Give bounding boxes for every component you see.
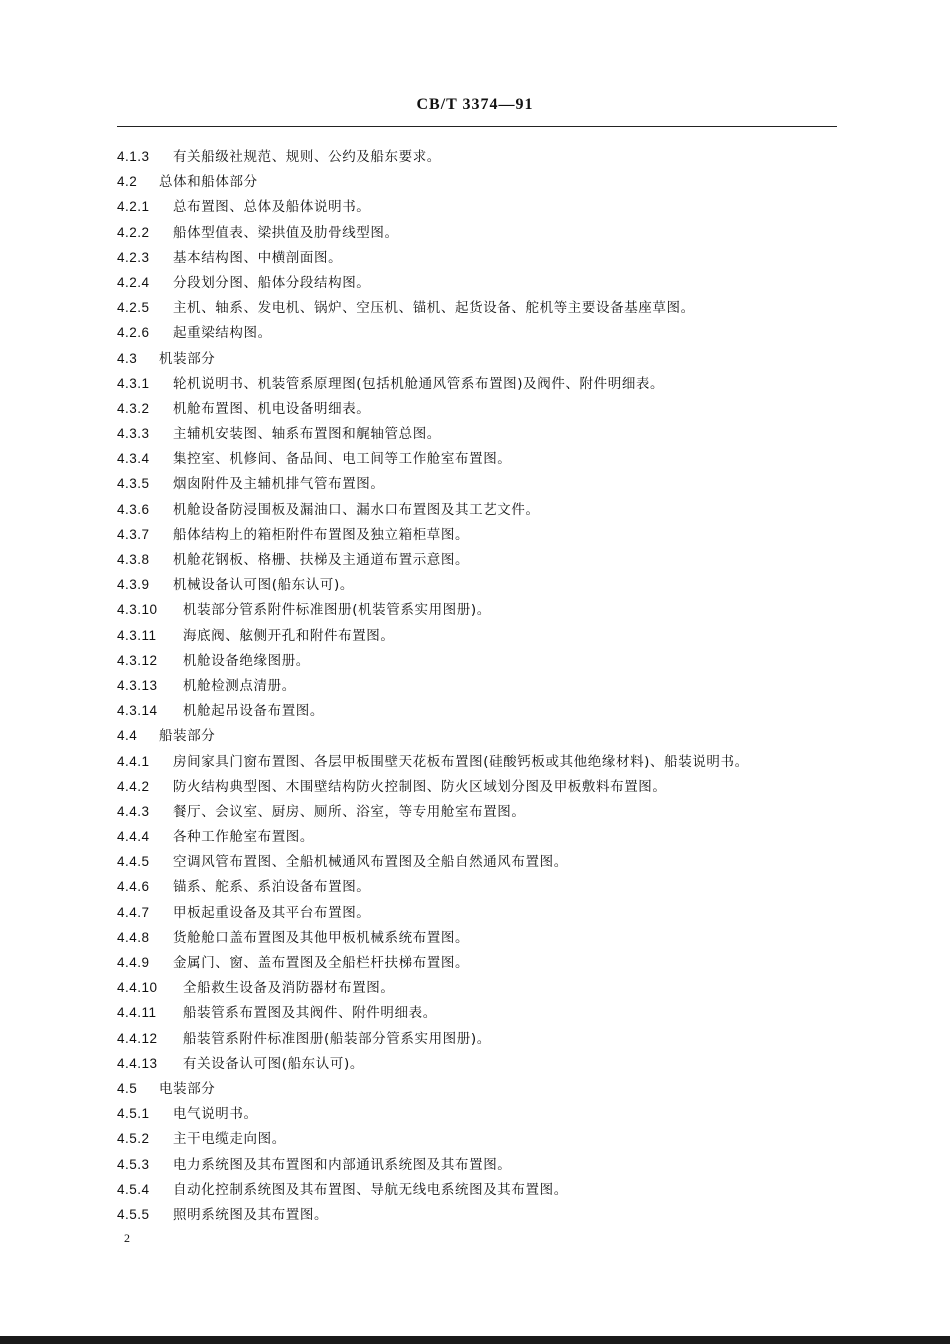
item-number: 4.4 — [117, 728, 138, 744]
header-divider — [117, 126, 837, 127]
list-item — [117, 623, 857, 648]
item-text: 烟囱附件及主辅机排气管布置图。 — [173, 476, 385, 493]
list-item — [117, 975, 857, 1000]
list-item — [117, 245, 857, 270]
section-heading: 电装部分 — [159, 1080, 216, 1097]
item-number: 4.5 — [117, 1080, 138, 1096]
list-item — [117, 547, 857, 572]
item-text: 电力系统图及其布置图和内部通讯系统图及其布置图。 — [173, 1156, 512, 1173]
item-text: 机舱检测点清册。 — [183, 677, 296, 694]
item-text: 机舱设备防浸围板及漏油口、漏水口布置图及其工艺文件。 — [173, 501, 540, 518]
item-text: 照明系统图及其布置图。 — [173, 1206, 329, 1223]
item-text: 防火结构典型图、木围壁结构防火控制图、防火区域划分图及甲板敷料布置图。 — [173, 778, 667, 795]
item-text: 有关设备认可图(船东认可)。 — [183, 1055, 364, 1072]
list-item — [117, 396, 857, 421]
document-header: CB/T 3374—91 — [416, 96, 534, 113]
list-item — [117, 446, 857, 471]
item-number: 4.4.8 — [117, 929, 150, 945]
item-number: 4.4.11 — [117, 1005, 157, 1021]
item-text: 总布置图、总体及船体说明书。 — [173, 199, 371, 216]
list-item — [117, 1177, 857, 1202]
item-number: 4.1.3 — [117, 149, 150, 164]
list-item — [117, 874, 857, 899]
item-number: 4.4.12 — [117, 1030, 158, 1046]
list-item — [117, 673, 857, 698]
item-number: 4.4.2 — [117, 778, 150, 794]
item-text: 主辅机安装图、轴系布置图和艉轴管总图。 — [173, 426, 441, 443]
item-number: 4.2.3 — [117, 249, 150, 265]
list-item — [117, 1000, 857, 1025]
item-number: 4.3.3 — [117, 426, 150, 442]
list-item — [117, 648, 857, 673]
item-text: 全船救生设备及消防器材布置图。 — [183, 980, 395, 997]
item-text: 主机、轴系、发电机、锅炉、空压机、锚机、起货设备、舵机等主要设备基座草图。 — [173, 300, 695, 317]
list-item — [117, 1026, 857, 1051]
item-text: 船装管系布置图及其阀件、附件明细表。 — [183, 1005, 437, 1022]
list-item — [117, 1101, 857, 1126]
item-number: 4.3.4 — [117, 451, 150, 467]
list-item — [117, 421, 857, 446]
item-text: 机舱起吊设备布置图。 — [183, 703, 324, 720]
list-item — [117, 1051, 857, 1076]
list-item — [117, 950, 857, 975]
list-item — [117, 1076, 857, 1101]
list-item — [117, 320, 857, 345]
item-number: 4.5.4 — [117, 1181, 150, 1197]
item-text: 机舱设备绝缘图册。 — [183, 652, 310, 669]
section-heading: 机装部分 — [159, 350, 216, 367]
item-text: 机舱花钢板、格栅、扶梯及主通道布置示意图。 — [173, 552, 470, 568]
list-item — [117, 295, 857, 320]
item-number: 4.4.1 — [117, 753, 150, 769]
item-number: 4.4.3 — [117, 803, 150, 819]
item-text: 轮机说明书、机装管系原理图(包括机舱通风管系布置图)及阀件、附件明细表。 — [173, 375, 665, 392]
item-number: 4.2.1 — [117, 199, 150, 215]
item-text: 有关船级社规范、规则、公约及船东要求。 — [173, 149, 441, 165]
item-text: 基本结构图、中横剖面图。 — [173, 249, 343, 266]
item-number: 4.3.11 — [117, 627, 157, 643]
item-number: 4.5.5 — [117, 1206, 150, 1222]
item-number: 4.3.1 — [117, 375, 150, 391]
list-item — [117, 1202, 857, 1227]
item-number: 4.3.5 — [117, 476, 150, 492]
item-number: 4.2.2 — [117, 224, 150, 240]
list-item — [117, 774, 857, 799]
scan-edge-bar — [0, 1336, 950, 1344]
item-number: 4.5.2 — [117, 1131, 150, 1147]
item-number: 4.3.8 — [117, 552, 150, 567]
item-number: 4.4.9 — [117, 955, 150, 970]
item-number: 4.3.13 — [117, 677, 158, 693]
item-number: 4.2.5 — [117, 300, 150, 316]
item-text: 机装部分管系附件标准图册(机装管系实用图册)。 — [183, 602, 491, 619]
list-item — [117, 522, 857, 547]
item-number: 4.4.5 — [117, 854, 150, 870]
page-number: 2 — [124, 1231, 130, 1245]
item-text: 各种工作舱室布置图。 — [173, 829, 314, 846]
item-text: 机械设备认可图(船东认可)。 — [173, 577, 354, 594]
list-item — [117, 144, 857, 169]
item-number: 4.2.4 — [117, 274, 150, 290]
item-number: 4.4.6 — [117, 879, 150, 895]
item-text: 主干电缆走向图。 — [173, 1131, 286, 1148]
item-text: 集控室、机修间、备品间、电工间等工作舱室布置图。 — [173, 451, 512, 468]
item-text: 空调风管布置图、全船机械通风布置图及全船自然通风布置图。 — [173, 854, 568, 871]
list-item — [117, 597, 857, 622]
section-heading: 船装部分 — [159, 728, 216, 745]
list-item — [117, 900, 857, 925]
item-text: 起重梁结构图。 — [173, 325, 272, 342]
item-text: 船体型值表、梁拱值及肋骨线型图。 — [173, 224, 399, 241]
list-item — [117, 497, 857, 522]
list-item — [117, 346, 857, 371]
list-item — [117, 925, 857, 950]
item-text: 机舱布置图、机电设备明细表。 — [173, 400, 371, 417]
item-text: 电气说明书。 — [173, 1106, 258, 1123]
item-number: 4.4.10 — [117, 980, 158, 996]
item-text: 海底阀、舷侧开孔和附件布置图。 — [183, 627, 395, 644]
item-text: 餐厅、会议室、厨房、厕所、浴室，等专用舱室布置图。 — [173, 803, 526, 820]
list-item — [117, 849, 857, 874]
item-number: 4.4.13 — [117, 1055, 158, 1071]
item-text: 自动化控制系统图及其布置图、导航无线电系统图及其布置图。 — [173, 1181, 568, 1198]
list-item — [117, 799, 857, 824]
item-number: 4.3.6 — [117, 501, 150, 517]
list-item — [117, 169, 857, 194]
list-item — [117, 1126, 857, 1151]
list-item — [117, 723, 857, 748]
item-number: 4.5.3 — [117, 1156, 150, 1172]
list-item — [117, 1152, 857, 1177]
item-number: 4.3.9 — [117, 577, 150, 593]
item-text: 船装管系附件标准图册(船装部分管系实用图册)。 — [183, 1030, 491, 1047]
item-number: 4.4.7 — [117, 904, 150, 920]
item-text: 金属门、窗、盖布置图及全船栏杆扶梯布置图。 — [173, 955, 470, 971]
item-number: 4.3.12 — [117, 652, 158, 668]
list-item — [117, 194, 857, 219]
list-item — [117, 371, 857, 396]
list-item — [117, 270, 857, 295]
item-number: 4.3.10 — [117, 602, 158, 618]
section-list — [117, 144, 857, 1227]
item-number: 4.4.4 — [117, 829, 150, 845]
list-item — [117, 471, 857, 496]
item-text: 分段划分图、船体分段结构图。 — [173, 274, 371, 291]
item-text: 货舱舱口盖布置图及其他甲板机械系统布置图。 — [173, 929, 470, 946]
list-item — [117, 220, 857, 245]
item-number: 4.2 — [117, 174, 138, 190]
item-number: 4.3.14 — [117, 703, 158, 719]
list-item — [117, 572, 857, 597]
item-text: 船体结构上的箱柜附件布置图及独立箱柜草图。 — [173, 526, 470, 543]
item-number: 4.3.7 — [117, 526, 150, 542]
item-text: 房间家具门窗布置图、各层甲板围壁天花板布置图(硅酸钙板或其他绝缘材料)、船装说明书。 — [173, 753, 749, 770]
item-text: 甲板起重设备及其平台布置图。 — [173, 904, 371, 921]
list-item — [117, 698, 857, 723]
list-item — [117, 824, 857, 849]
item-number: 4.3 — [117, 350, 138, 366]
section-heading: 总体和船体部分 — [159, 174, 258, 191]
item-number: 4.2.6 — [117, 325, 150, 341]
item-text: 锚系、舵系、系泊设备布置图。 — [173, 879, 371, 896]
item-number: 4.5.1 — [117, 1106, 150, 1122]
item-number: 4.3.2 — [117, 400, 150, 416]
list-item — [117, 749, 857, 774]
